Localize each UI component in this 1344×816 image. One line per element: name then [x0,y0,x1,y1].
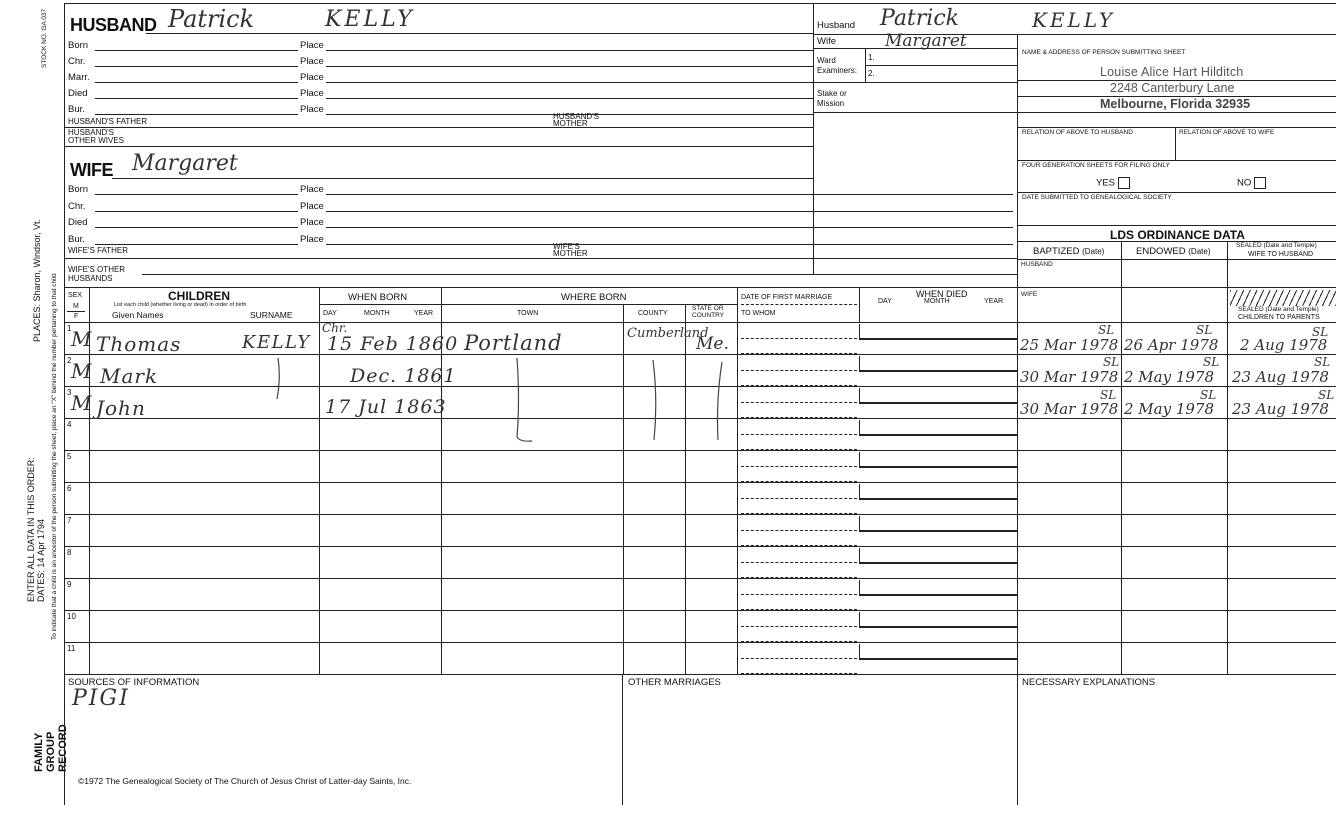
child-endowed-temple: SL [1203,355,1220,369]
child-baptized-date: 30 Mar 1978 [1020,368,1119,386]
child-given-name: Mark [100,364,159,388]
child-number: 9 [67,580,72,589]
when-born-label: WHEN BORN [348,292,408,303]
child-sealed-temple: SL [1314,355,1331,369]
children-title: CHILDREN [168,289,230,303]
sealed-children-label-2: CHILDREN TO PARENTS [1238,314,1320,321]
right-husband-label: Husband [817,20,856,31]
baptized-label: BAPTIZED [1033,246,1080,257]
endowed-date-label: (Date) [1188,247,1211,256]
child-number: 6 [67,484,72,493]
stock-number: STOCK NO. GA 037 [41,8,48,68]
born-month-label: MONTH [364,310,390,317]
died-day-label: DAY [878,298,892,305]
child-born-state: Me. [696,334,729,354]
died-month-label: MONTH [924,298,950,305]
date-submitted-label: DATE SUBMITTED TO GENEALOGICAL SOCIETY [1022,194,1172,201]
wife-father-label: WIFE'S FATHER [68,246,129,255]
child-sealed-date: 23 Aug 1978 [1232,368,1329,386]
wife-bur-place-label: Place [300,234,324,245]
submitter-label: NAME & ADDRESS OF PERSON SUBMITTING SHEET [1022,49,1186,56]
child-number: 8 [67,548,72,557]
wife-born-label: Born [68,184,89,195]
husband-other-wives-label-1: HUSBAND'S [68,128,114,137]
wife-died-place-label: Place [300,217,324,228]
children-instruction: List each child (whether living or dead) in order of birth [114,302,247,308]
child-given-name: Thomas [96,332,182,356]
child-sealed-temple: SL [1318,388,1335,402]
child-baptized-temple: SL [1103,355,1120,369]
sex-label: SEX [68,292,83,299]
enter-note: ENTER ALL DATA IN THIS ORDER: [26,457,36,602]
dates-note: DATES: 14 Apr 1794 [36,519,46,602]
husband-born-place-label: Place [300,40,324,51]
husband-chr-label: Chr. [68,56,86,67]
wife-other-husbands-label-2: HUSBANDS [68,274,113,283]
child-sealed-temple: SL [1312,325,1329,339]
ward-label: Ward [817,56,836,65]
surname-label: SURNAME [250,310,293,320]
wife-chr-label: Chr. [68,201,86,212]
born-year-label: YEAR [414,310,434,317]
examiner-2: 2. [868,69,875,78]
endowed-label: ENDOWED [1136,246,1186,257]
right-husband-surname: KELLY [1032,8,1116,32]
child-sex: M [71,327,92,351]
right-husband-given: Patrick [880,6,959,31]
four-gen-no-label: NO [1237,177,1252,189]
child-born-town: Portland [464,331,563,355]
child-endowed-date: 2 May 1978 [1124,400,1215,418]
child-sex: M [71,359,92,383]
child-surname: KELLY [242,332,311,353]
county-label: COUNTY [638,310,668,317]
sealed-wife-label-1: SEALED (Date and Temple) [1236,242,1317,249]
lds-wife-label: WIFE [1021,291,1038,298]
died-year-label: YEAR [984,298,1004,305]
child-number: 7 [67,516,72,525]
copyright: ©1972 The Genealogical Society of The Church of Jesus Christ of Latter-day Saints, Inc. [78,776,412,786]
husband-label: HUSBAND [70,15,157,35]
state-label-1: STATE OR [692,305,724,312]
relation-husband-label: RELATION OF ABOVE TO HUSBAND [1022,129,1133,136]
child-baptized-temple: SL [1098,323,1115,337]
husband-given-name: Patrick [168,5,255,33]
lds-husband-label: HUSBAND [1021,261,1053,268]
child-number: 1 [67,324,72,333]
child-number: 5 [67,452,72,461]
child-number: 2 [67,356,72,365]
wife-died-label: Died [68,217,88,228]
other-marriages-label: OTHER MARRIAGES [628,677,721,688]
wife-given-name: Margaret [132,151,238,176]
husband-other-wives-label-2: OTHER WIVES [68,136,125,145]
first-marriage-label: DATE OF FIRST MARRIAGE [741,294,833,301]
husband-father-label: HUSBAND'S FATHER [68,117,148,126]
examiners-label: Examiners: [817,66,858,75]
husband-surname: KELLY [325,7,415,32]
examiner-1: 1. [868,53,875,62]
four-gen-label: FOUR GENERATION SHEETS FOR FILING ONLY [1022,162,1170,169]
form-title-3: RECORD [57,724,69,772]
when-died-label: WHEN DIED [916,289,968,299]
form-title-2: GROUP [45,731,57,772]
sources-label: SOURCES OF INFORMATION [68,677,200,688]
child-baptized-date: 30 Mar 1978 [1020,400,1119,418]
sex-f-label: F [74,313,79,320]
child-born-county: Cumberland [627,326,709,341]
state-label-2: COUNTRY [692,312,725,319]
wife-label: WIFE [70,160,113,180]
stake-label-2: Mission [817,99,845,108]
child-baptized-temple: SL [1100,388,1117,402]
child-born-date: 15 Feb 1860 [327,333,459,355]
relation-wife-label: RELATION OF ABOVE TO WIFE [1179,129,1275,136]
wife-mother-label-2: MOTHER [553,249,588,258]
places-note: PLACES: Sharon, Windsor, Vt. [32,218,42,342]
child-baptized-date: 25 Mar 1978 [1020,336,1119,354]
sealed-children-label-1: SEALED (Date and Temple) [1238,306,1319,313]
child-endowed-date: 26 Apr 1978 [1124,336,1219,354]
form-title-1: FAMILY [33,732,45,772]
where-born-label: WHERE BORN [561,292,627,303]
born-day-label: DAY [323,310,337,317]
child-endowed-temple: SL [1196,323,1213,337]
child-endowed-date: 2 May 1978 [1124,368,1215,386]
child-number: 4 [67,420,72,429]
ancestor-note: To indicate that a child is an ancestor of the person submitting the sheet, place an "X" behind the number pertaining to that child [51,273,58,640]
child-number: 10 [67,612,76,621]
husband-marr-label: Marr. [68,72,90,83]
submitter-name: Louise Alice Hart Hilditch [1100,65,1244,79]
sources-value: PIGI [72,686,130,711]
child-sealed-date: 23 Aug 1978 [1232,400,1329,418]
wife-other-husbands-label-1: WIFE'S OTHER [68,265,126,274]
husband-bur-label: Bur. [68,104,85,115]
husband-mother-label-1: HUSBAND'S [553,112,599,121]
husband-marr-place-label: Place [300,72,324,83]
stake-label-1: Stake or [817,89,847,98]
wife-born-place-label: Place [300,184,324,195]
submitter-city: Melbourne, Florida 32935 [1100,97,1251,111]
child-given-name: John [96,396,146,420]
child-number: 11 [67,644,76,653]
husband-died-label: Died [68,88,88,99]
four-gen-yes-label: YES [1096,177,1116,189]
sex-m-label: M [73,303,79,310]
child-sealed-date: 2 Aug 1978 [1240,336,1328,354]
child-born-prefix: Chr. [322,321,348,335]
right-wife-given: Margaret [885,31,967,51]
baptized-date-label: (Date) [1082,247,1105,256]
child-sex: M [71,391,92,415]
child-endowed-temple: SL [1200,388,1217,402]
to-whom-label: TO WHOM [741,310,776,317]
submitter-street: 2248 Canterbury Lane [1110,81,1235,95]
right-wife-label: Wife [817,36,836,47]
sealed-wife-label-2: WIFE TO HUSBAND [1248,251,1314,258]
necessary-explanations-label: NECESSARY EXPLANATIONS [1022,677,1156,688]
child-number: 3 [67,388,72,397]
given-names-label: Given Names [112,310,164,320]
husband-mother-label-2: MOTHER [553,119,588,128]
husband-chr-place-label: Place [300,56,324,67]
husband-bur-place-label: Place [300,104,324,115]
husband-born-label: Born [68,40,89,51]
town-label: TOWN [517,310,539,317]
child-born-date: 17 Jul 1863 [325,396,447,418]
wife-chr-place-label: Place [300,201,324,212]
lds-title: LDS ORDINANCE DATA [1110,228,1245,242]
child-born-date: Dec. 1861 [350,365,457,387]
wife-mother-label-1: WIFE'S [553,242,580,251]
wife-bur-label: Bur. [68,234,85,245]
husband-died-place-label: Place [300,88,324,99]
